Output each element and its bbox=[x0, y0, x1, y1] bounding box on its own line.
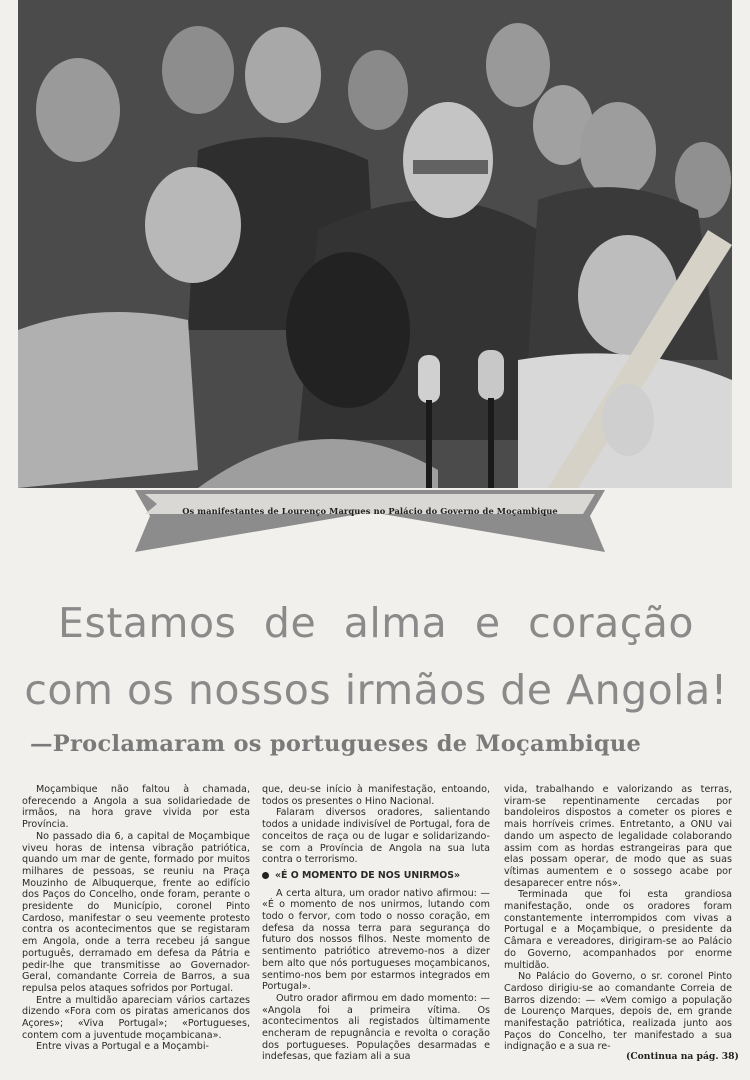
paragraph: Moçambique não faltou à chamada, oferecendo a Angola a sua solidariedade de irmãos, na hora grave vivida por esta Província. bbox=[22, 784, 250, 831]
section-heading bbox=[262, 870, 490, 882]
crowd-illustration bbox=[18, 0, 732, 488]
article-column-2 bbox=[262, 784, 490, 1063]
paragraph: Falaram diversos oradores, salientando todos a unidade indivisível de Portugal, fora de conceitos de raça ou de lugar e solidarizando-se com a Província de Angola na sua luta contra o terrorismo. bbox=[262, 807, 490, 866]
subheadline: —Proclamaram os portugueses de Moçambique bbox=[30, 731, 642, 757]
paragraph: No passado dia 6, a capital de Moçambique viveu horas de intensa vibração patriótica, quando um mar de gente, formado por muitos milhares de pessoas, se reuniu na Praça Mouzinho de Albuquerque, frente ao edifício dos Paços do Concelho, onde foram, perante o presidente do Município, coronel Pinto Cardoso, manifestar o seu veemente protesto contra os acontecimentos que se registaram em Angola, onde a terra recebeu já sangue português, derramado em defesa da Pátria e pedir-lhe que transmitisse ao Governador-Geral, comandante Correia de Barros, a sua repulsa pelos ataques sofridos por Portugal. bbox=[22, 830, 250, 994]
paragraph: que, deu-se início à manifestação, entoando, todos os presentes o Hino Nacional. bbox=[262, 784, 490, 807]
paragraph: Entre a multidão apareciam vários cartazes dizendo «Fora com os piratas americanos dos Açores»; «Viva Portugal»; «Portugueses, contem com a juventude moçambicana». bbox=[22, 994, 250, 1041]
article-column-1 bbox=[22, 784, 250, 1053]
news-photo bbox=[18, 0, 732, 488]
photo-caption: Os manifestantes de Lourenço Marques no Palácio do Governo de Moçambique bbox=[182, 506, 558, 516]
bullet-icon bbox=[262, 872, 269, 879]
headline-line-2: com os nossos irmãos de Angola! bbox=[24, 666, 728, 714]
article-column-3 bbox=[504, 784, 732, 1053]
paragraph: vida, trabalhando e valorizando as terras, viram-se repentinamente cercadas por bandoleiros dispostos a cometer os piores e mais horríveis crimes. Entretanto, a ONU vai dando um aspecto de legalidade colaborando assim com as hordas estrangeiras para que elas possam operar, de modo que as suas vítimas aumentem e o sossego acabe por desaparecer entre nós». bbox=[504, 784, 732, 889]
caption-ribbon-shape bbox=[135, 490, 605, 558]
paragraph: Terminada que foi esta grandiosa manifestação, onde os oradores foram constantemente interrompidos com vivas a Portugal e a Moçambique, o presidente da Câmara e vereadores, dirigiram-se ao Palácio do Governo, acompanhados por enorme multidão. bbox=[504, 889, 732, 971]
section-heading-text: «É O MOMENTO DE NOS UNIRMOS» bbox=[275, 869, 461, 881]
paragraph: A certa altura, um orador nativo afirmou: — «É o momento de nos unirmos, lutando com todo o fervor, com todo o nosso coração, em defesa da nossa terra para segurança do futuro dos nossos filhos. Neste momento de sentimento patriótico atrevemo-nos a dizer bem alto que nós portugueses moçambicanos, sentimo-nos bem por estarmos integrados em Portugal». bbox=[262, 887, 490, 993]
continuation-note: (Continua na pág. 38) bbox=[626, 1051, 739, 1062]
photo-caption-banner bbox=[135, 490, 605, 558]
paragraph: Outro orador afirmou em dado momento: — «Angola foi a primeira vítima. Os acontecimentos ali registados ùltimamente encheram de repugnância e revolta o coração dos portugueses. Populações desarmadas e indefesas, que faziam ali a sua bbox=[262, 992, 490, 1063]
paragraph: Entre vivas a Portugal e a Moçambi- bbox=[36, 1041, 209, 1053]
paragraph: No Palácio do Governo, o sr. coronel Pinto Cardoso dirigiu-se ao comandante Correia de Barros dizendo: — «Vem comigo a população de Lourenço Marques, depois de, em grande manifestação patriótica, realizada junto aos Paços do Concelho, ter manifestado a sua indignação e a sua re- bbox=[504, 971, 732, 1053]
headline-line-1: Estamos de alma e coração bbox=[58, 599, 694, 647]
